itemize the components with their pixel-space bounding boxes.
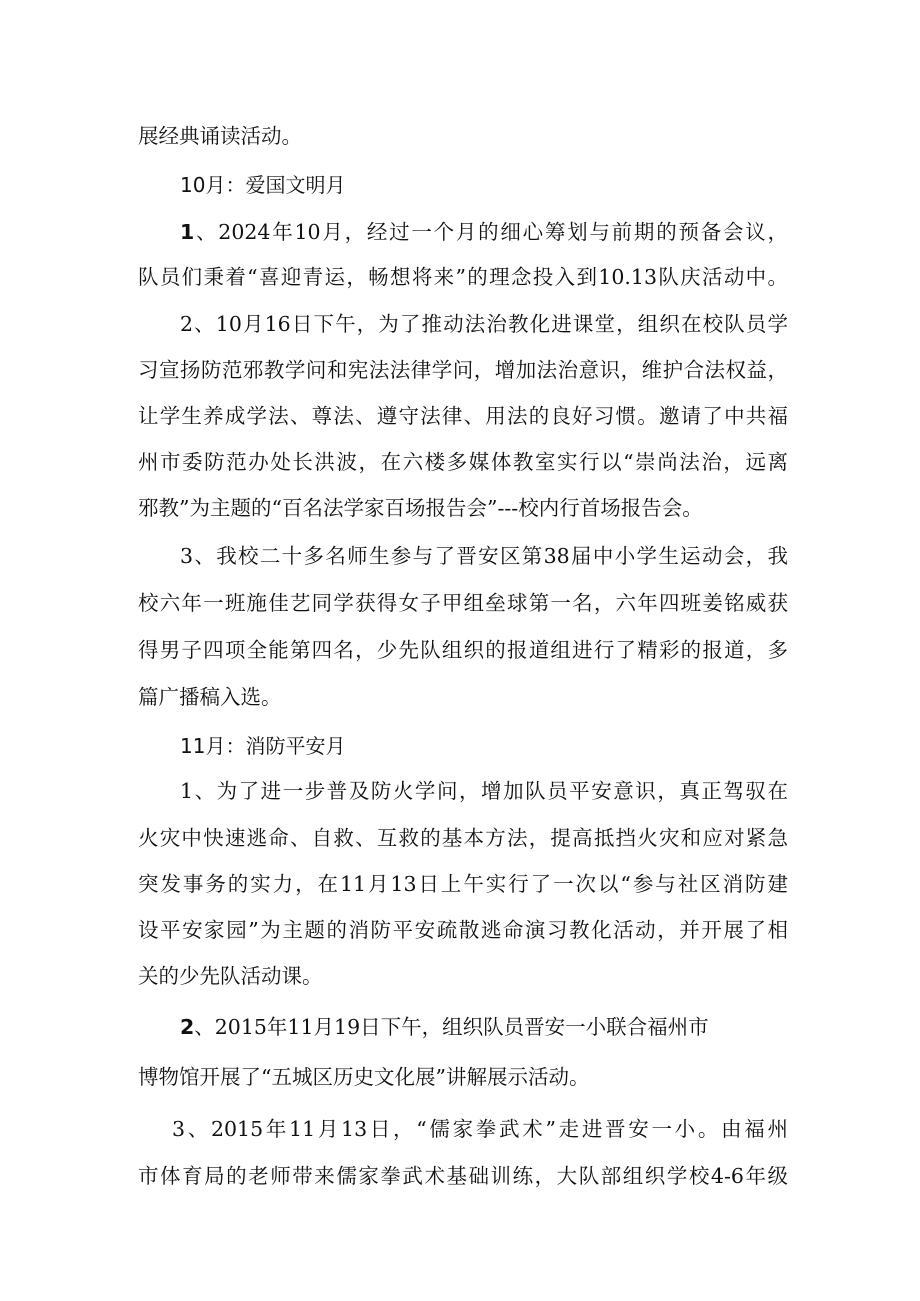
paragraph-line: 校六年一班施佳艺同学获得女子甲组垒球第一名，六年四班姜铭威获 — [138, 591, 788, 615]
paragraph-line: 让学生养成学法、尊法、遵守法律、用法的良好习惯。邀请了中共福 — [138, 404, 788, 428]
list-number: 2 — [180, 1015, 195, 1039]
paragraph-line: 2、10月16日下午，为了推动法治教化进课堂，组织在校队员学 — [180, 312, 788, 336]
paragraph-line: 习宣扬防范邪教学问和宪法法律学问，增加法治意识，维护合法权益， — [138, 358, 788, 382]
paragraph-line: 篇广播稿入选。 — [138, 685, 282, 709]
paragraph-line: 队员们秉着“喜迎青运，畅想将来”的理念投入到10.13队庆活动中。 — [138, 265, 788, 289]
paragraph-line: 突发事务的实力，在11月13日上午实行了一次以“参与社区消防建 — [138, 872, 788, 896]
paragraph-line: 邪教”为主题的“百名法学家百场报告会”---校内行首场报告会。 — [138, 496, 703, 520]
paragraph-line: 设平安家园”为主题的消防平安疏散逃命演习教化活动，并开展了相 — [138, 918, 788, 942]
paragraph-line — [180, 1014, 788, 1040]
paragraph-line: 关的少先队活动课。 — [138, 964, 323, 988]
paragraph-line: 3、我校二十多名师生参与了晋安区第38届中小学生运动会，我 — [180, 544, 788, 568]
paragraph-line — [180, 219, 788, 245]
section-heading-november: 11月：消防平安月 — [180, 734, 346, 758]
paragraph-line: 火灾中快速逃命、自救、互救的基本方法，提高抵挡火灾和应对紧急 — [138, 826, 788, 850]
paragraph-line: 州市委防范办处长洪波，在六楼多媒体教室实行以“崇尚法治，远离 — [138, 450, 788, 474]
paragraph-text: 、2024年10月，经过一个月的细心筹划与前期的预备会议， — [194, 220, 788, 244]
paragraph-line: 得男子四项全能第四名，少先队组织的报道组进行了精彩的报道，多 — [138, 638, 788, 662]
paragraph-line: 市体育局的老师带来儒家拳武术基础训练，大队部组织学校4-6年级 — [138, 1164, 788, 1188]
paragraph-line: 3、2015年11月13日，“儒家拳武术”走进晋安一小。由福州 — [172, 1117, 788, 1141]
paragraph-text: 、2015年11月19日下午，组织队员晋安一小联合福州市 — [194, 1015, 709, 1039]
paragraph-line: 1、为了进一步普及防火学问，增加队员平安意识，真正驾驭在 — [180, 779, 788, 803]
paragraph-line: 博物馆开展了“五城区历史文化展”讲解展示活动。 — [138, 1065, 590, 1089]
paragraph-line: 展经典诵读活动。 — [138, 124, 302, 148]
list-number: 1 — [180, 220, 195, 244]
section-heading-october: 10月：爱国文明月 — [180, 173, 346, 197]
